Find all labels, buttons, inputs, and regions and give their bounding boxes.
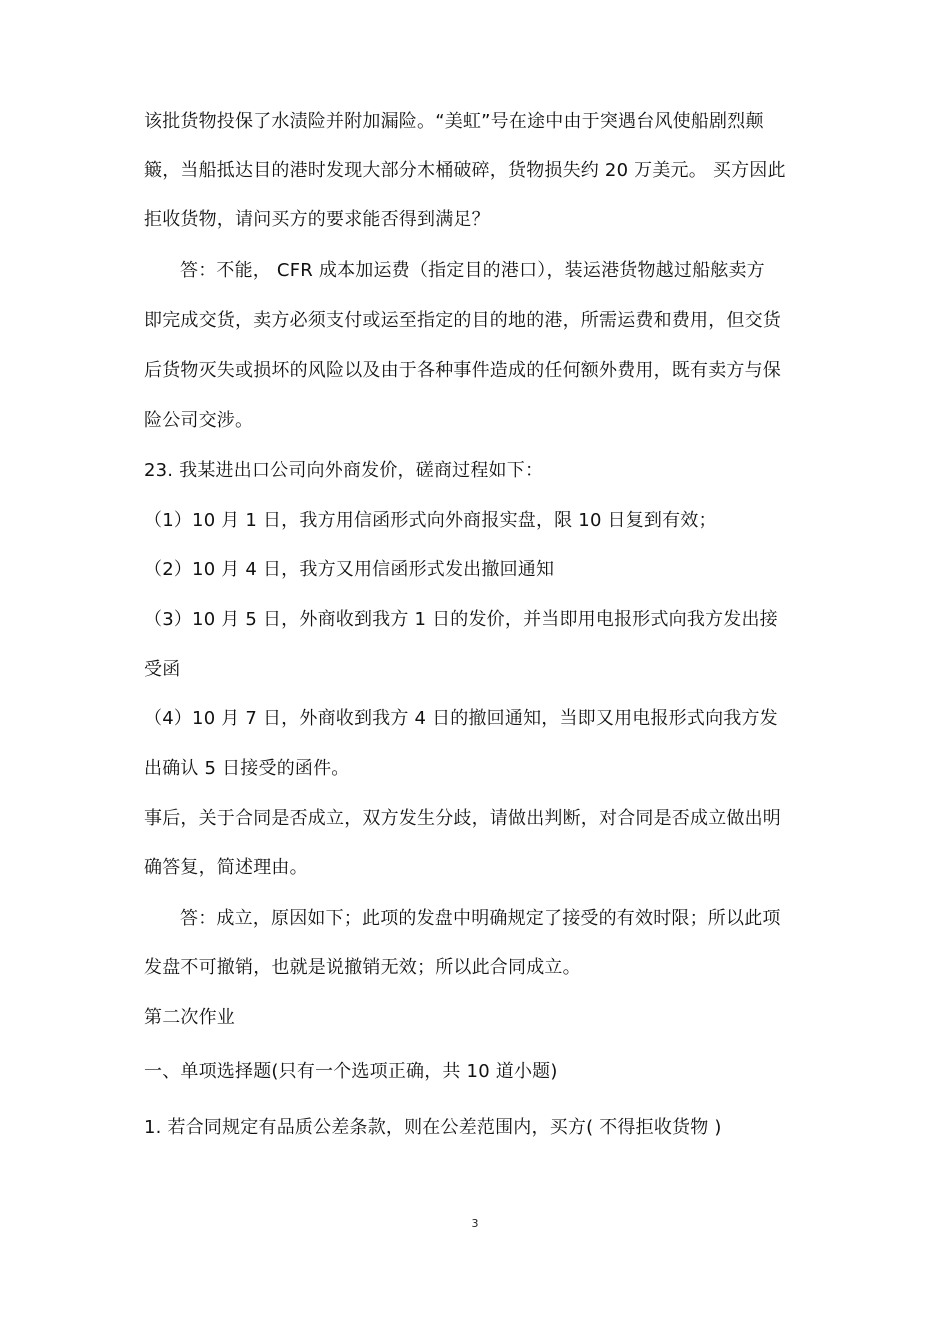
text-line: 后货物灭失或损坏的风险以及由于各种事件造成的任何额外费用，既有卖方与保 (144, 360, 781, 381)
list-item: （3）10 月 5 日，外商收到我方 1 日的发价，并当即用电报形式向我方发出接 (144, 609, 778, 630)
text-line: 受函 (144, 659, 181, 680)
text-line: 即完成交货，卖方必须支付或运至指定的目的地的港，所需运费和费用，但交货 (144, 310, 781, 331)
text-line: 发盘不可撤销，也就是说撤销无效；所以此合同成立。 (144, 957, 581, 978)
section-heading: 一、单项选择题(只有一个选项正确，共 10 道小题) (144, 1061, 558, 1082)
answer-line: 答：不能， CFR 成本加运费（指定目的港口），装运港货物越过船舷卖方 (180, 260, 765, 281)
question-item: 1. 若合同规定有品质公差条款，则在公差范围内，买方( 不得拒收货物 ) (144, 1117, 722, 1138)
text-line: 拒收货物，请问买方的要求能否得到满足？ (144, 209, 490, 230)
page-number: 3 (471, 1217, 479, 1230)
text-line: 确答复，简述理由。 (144, 857, 308, 878)
list-item: （4）10 月 7 日，外商收到我方 4 日的撤回通知，当即又用电报形式向我方发 (144, 708, 778, 729)
text-line: 该批货物投保了水渍险并附加漏险。“美虹”号在途中由于突遇台风使船剧烈颠 (144, 111, 764, 132)
list-item: （2）10 月 4 日，我方又用信函形式发出撤回通知 (144, 559, 555, 580)
question-heading: 23. 我某进出口公司向外商发价，磋商过程如下： (144, 460, 544, 481)
text-line: 险公司交涉。 (144, 410, 254, 431)
answer-line: 答：成立，原因如下；此项的发盘中明确规定了接受的有效时限；所以此项 (180, 908, 781, 929)
text-line: 事后，关于合同是否成立，双方发生分歧，请做出判断，对合同是否成立做出明 (144, 808, 781, 829)
list-item: （1）10 月 1 日，我方用信函形式向外商报实盘，限 10 日复到有效； (144, 510, 717, 531)
section-heading: 第二次作业 (144, 1007, 235, 1028)
text-line: 出确认 5 日接受的函件。 (144, 758, 350, 779)
text-line: 簸，当船抵达目的港时发现大部分木桶破碎，货物损失约 20 万美元。 买方因此 (144, 160, 786, 181)
